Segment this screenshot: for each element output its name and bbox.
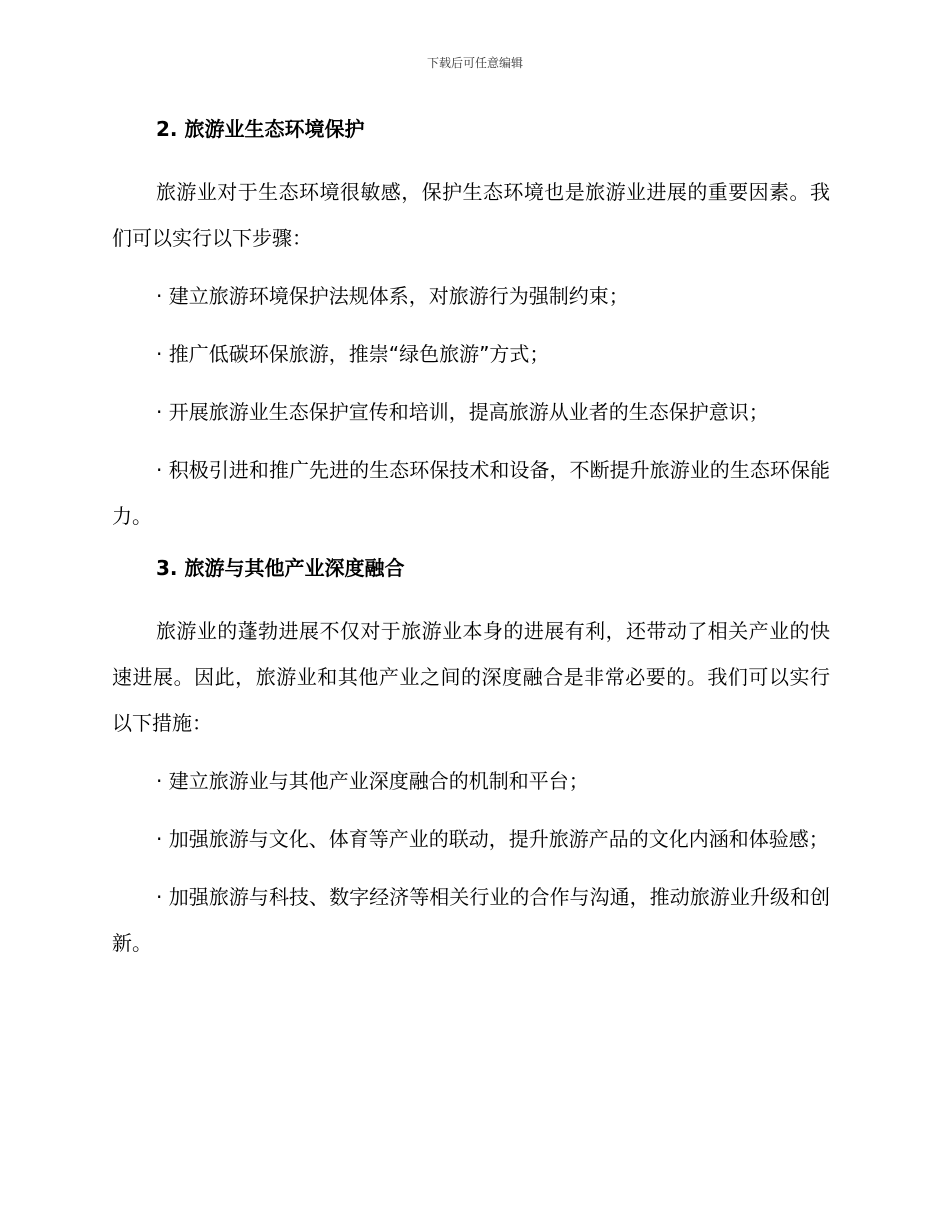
- list-item: · 建立旅游业与其他产业深度融合的机制和平台；: [156, 769, 589, 793]
- list-item: · 加强旅游与文化、体育等产业的联动，提升旅游产品的文化内涵和体验感；: [156, 827, 829, 851]
- section-heading: 2. 旅游业生态环境保护: [156, 117, 365, 141]
- section-industry-integration: [112, 551, 830, 966]
- list-item: · 建立旅游环境保护法规体系，对旅游行为强制约束；: [156, 284, 629, 308]
- document-body: [112, 112, 830, 978]
- section-intro: 旅游业对于生态环境很敏感，保护生态环境也是旅游业进展的重要因素。我们可以实行以下步骤：: [112, 180, 830, 250]
- section-intro: 旅游业的蓬勃进展不仅对于旅游业本身的进展有利，还带动了相关产业的快速进展。因此，旅游业和其他产业之间的深度融合是非常必要的。我们可以实行以下措施：: [112, 619, 830, 735]
- list-item: · 开展旅游业生态保护宣传和培训，提高旅游从业者的生态保护意识；: [156, 400, 769, 424]
- section-heading: 3. 旅游与其他产业深度融合: [156, 556, 405, 580]
- list-item: · 推广低碳环保旅游，推崇“绿色旅游”方式；: [156, 342, 550, 366]
- page-header: 下载后可任意编辑: [426, 56, 523, 70]
- list-item: · 积极引进和推广先进的生态环保技术和设备，不断提升旅游业的生态环保能力。: [112, 458, 830, 528]
- section-eco-protection: [112, 112, 830, 539]
- list-item: · 加强旅游与科技、数字经济等相关行业的合作与沟通，推动旅游业升级和创新。: [112, 885, 830, 955]
